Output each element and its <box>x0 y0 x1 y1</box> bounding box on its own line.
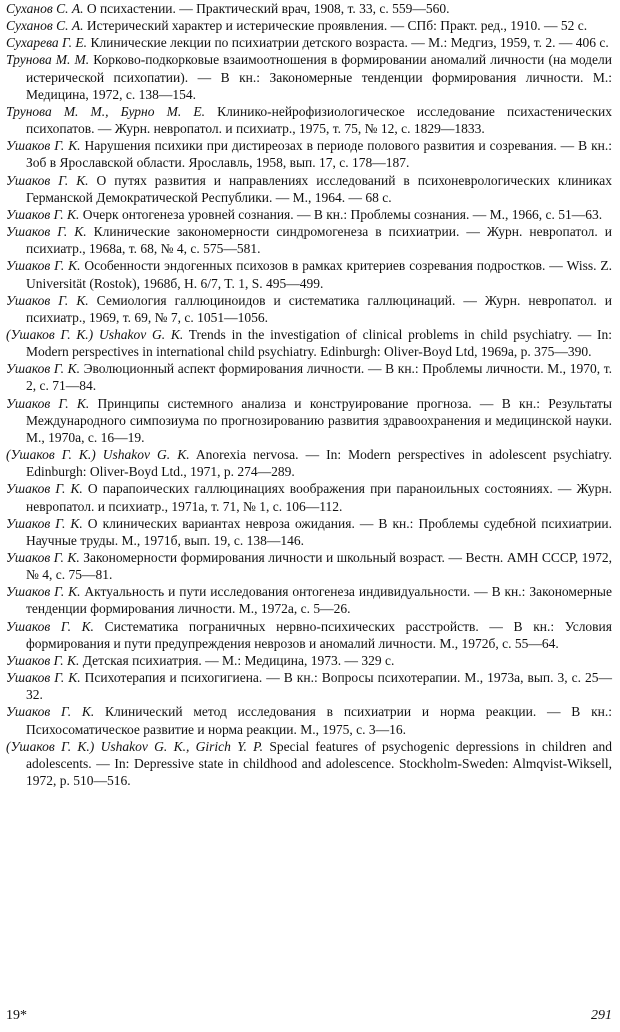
reference-author: Ушаков Г. К. <box>6 670 81 686</box>
reference-text: Клинико-нейрофизиологическое исследование психастенических психопатов. — Журн. невропатол. и психиатр., 1975, т. 75, № 12, с. 1829—1833. <box>26 103 613 137</box>
reference-text: Истерический характер и истерические проявления. — СПб: Практ. ред., 1910. — 52 с. <box>83 18 588 34</box>
reference-text: Принципы системного анализа и конструирование прогноза. — В кн.: Результаты Международного симпозиума по прогнозированию развития здравоохранения и медицинской науки. М., 1970а, с. 16—19. <box>26 395 612 445</box>
reference-text: О путях развития и направлениях исследований в психоневрологических клиниках Германской Демократической Республики. — М., 1964. — 68 с. <box>26 172 612 205</box>
reference-text: Особенности эндогенных психозов в рамках критериев созревания подростков. — Wiss. Z. Universität (Rostok), 1968б, H. 6/7, T. 1, S. 495—499. <box>26 258 612 291</box>
reference-author: Ушаков Г. К. <box>6 361 80 377</box>
reference-entry <box>6 103 612 137</box>
page-number: 291 <box>591 1008 612 1023</box>
reference-text: Клинические закономерности синдромогенеза в психиатрии. — Журн. невропатол. и психиатр., 1968а, т. 68, № 4, с. 575—581. <box>26 224 612 257</box>
reference-author: (Ушаков Г. К.) Ushakov G. K., Girich Y. P. <box>6 738 264 754</box>
reference-entry <box>6 34 612 51</box>
reference-entry <box>6 51 612 102</box>
reference-text: Клинический метод исследования в психиатрии и норма реакции. — В кн.: Психосоматическое развитие и норма реакции. М., 1975, с. 3—16. <box>26 704 612 737</box>
reference-entry <box>6 0 612 17</box>
reference-text: Корково-подкорковые взаимоотношения в формировании аномалий личности (на модели истерической психопатии). — В кн.: Закономерные тенденции формирования личности. М.: Медицина, 1972, с. 138—154. <box>26 52 612 102</box>
reference-author: Ушаков Г. К. <box>6 138 81 154</box>
reference-text: О психастении. — Практический врач, 1908, т. 33, с. 559—560. <box>83 1 450 16</box>
reference-author: Ушаков Г. К. <box>6 584 81 600</box>
reference-author: Суханов С. А. <box>6 18 84 34</box>
reference-text: Эволюционный аспект формирования личности. — В кн.: Проблемы личности. М., 1970, т. 2, с. 71—84. <box>26 361 613 394</box>
reference-text: Семиология галлюциноидов и систематика галлюцинаций. — Журн. невропатол. и психиатр., 1969, т. 69, № 7, с. 1051—1056. <box>26 292 613 325</box>
reference-list <box>6 0 612 789</box>
reference-text: Систематика пограничных нервно-психических расстройств. — В кн.: Условия формирования и пути предупреждения неврозов и аномалий личности. М., 1972б, с. 55—64. <box>26 618 612 651</box>
reference-text: О клинических вариантах невроза ожидания. — В кн.: Проблемы судебной психиатрии. Научные труды. М., 1971б, вып. 19, с. 138—146. <box>26 515 613 548</box>
page-footer <box>6 1008 612 1024</box>
reference-entry <box>6 549 612 583</box>
reference-entry <box>6 326 612 360</box>
reference-text: О парапоических галлюцинациях воображения при параноильных состояниях. — Журн. невропатол. и психиатр., 1971а, т. 71, № 1, с. 106—112. <box>26 481 612 514</box>
reference-entry <box>6 17 612 34</box>
reference-entry <box>6 292 612 326</box>
reference-author: Ушаков Г. К. <box>6 395 90 411</box>
reference-author: Ушаков Г. К. <box>6 172 89 188</box>
reference-entry <box>6 669 612 703</box>
signature-mark: 19* <box>6 1008 27 1023</box>
reference-author: (Ушаков Г. К.) Ushakov G. K. <box>6 447 190 463</box>
reference-text: Trends in the investigation of clinical problems in child psychiatry. — In: Modern perspectives in international child psychiatry. Edinburgh: Oliver-Boyd Ltd, 1969а, p. 375—390. <box>26 326 612 360</box>
reference-entry <box>6 703 612 737</box>
reference-text: Нарушения психики при дистиреозах в периоде полового развития и созревания. — В кн.: Зоб в Ярославской области. Ярославль, 1958, вып. 17, с. 178—187. <box>26 138 612 171</box>
reference-author: Ушаков Г. К. <box>6 292 89 308</box>
reference-text: Психотерапия и психогигиена. — В кн.: Вопросы психотерапии. М., 1973а, вып. 3, с. 25—32. <box>26 670 612 703</box>
reference-author: Ушаков Г. К. <box>6 618 94 634</box>
reference-entry <box>6 172 612 206</box>
reference-text: Актуальность и пути исследования онтогенеза индивидуальности. — В кн.: Закономерные тенденции формирования личности. М., 1972а, с. 5—26. <box>26 584 612 617</box>
reference-author: Ушаков Г. К. <box>6 704 95 720</box>
reference-author: Суханов С. А. <box>6 1 84 16</box>
reference-entry <box>6 223 612 257</box>
reference-entry <box>6 652 612 669</box>
reference-author: Ушаков Г. К. <box>6 481 83 497</box>
reference-author: Ушаков Г. К. <box>6 258 81 274</box>
reference-text: Клинические лекции по психиатрии детского возраста. — М.: Медгиз, 1959, т. 2. — 406 с. <box>87 35 609 51</box>
reference-text: Anorexia nervosa. — In: Modern perspectives in adolescent psychiatry. Edinburgh: Oliver-Boyd Ltd., 1971, p. 274—289. <box>26 447 612 480</box>
reference-entry <box>6 618 612 652</box>
reference-entry <box>6 583 612 617</box>
reference-author: Ушаков Г. К. <box>6 515 83 531</box>
reference-entry <box>6 446 612 480</box>
reference-entry <box>6 515 612 549</box>
reference-entry <box>6 395 612 446</box>
reference-text: Очерк онтогенеза уровней сознания. — В кн.: Проблемы сознания. — М., 1966, с. 51—63. <box>79 206 603 222</box>
reference-author: Трунова М. М., Бурно М. Е. <box>6 103 205 119</box>
reference-entry <box>6 360 612 394</box>
reference-author: Ушаков Г. К. <box>6 550 80 565</box>
reference-entry <box>6 738 612 789</box>
reference-author: Ушаков Г. К. <box>6 652 80 668</box>
reference-author: Ушаков Г. К. <box>6 224 87 240</box>
reference-entry <box>6 137 612 171</box>
reference-text: Закономерности формирования личности и школьный возраст. — Вестн. АМН СССР, 1972, № 4, с. 75—81. <box>26 550 613 583</box>
reference-author: Сухарева Г. Е. <box>6 35 88 51</box>
reference-entry <box>6 257 612 291</box>
reference-author: Трунова М. М. <box>6 52 90 68</box>
reference-author: Ушаков Г. К. <box>6 206 80 222</box>
reference-author: (Ушаков Г. К.) Ushakov G. K. <box>6 326 184 342</box>
reference-text: Детская психиатрия. — М.: Медицина, 1973. — 329 с. <box>79 652 395 668</box>
reference-entry <box>6 206 612 223</box>
reference-text: Special features of psychogenic depressions in children and adolescents. — In: Depressive state in childhood and adolescence. Stockholm-Sweden: Almqvist-Wiksell, 1972, p. 510—516. <box>26 738 612 789</box>
reference-entry <box>6 480 612 514</box>
